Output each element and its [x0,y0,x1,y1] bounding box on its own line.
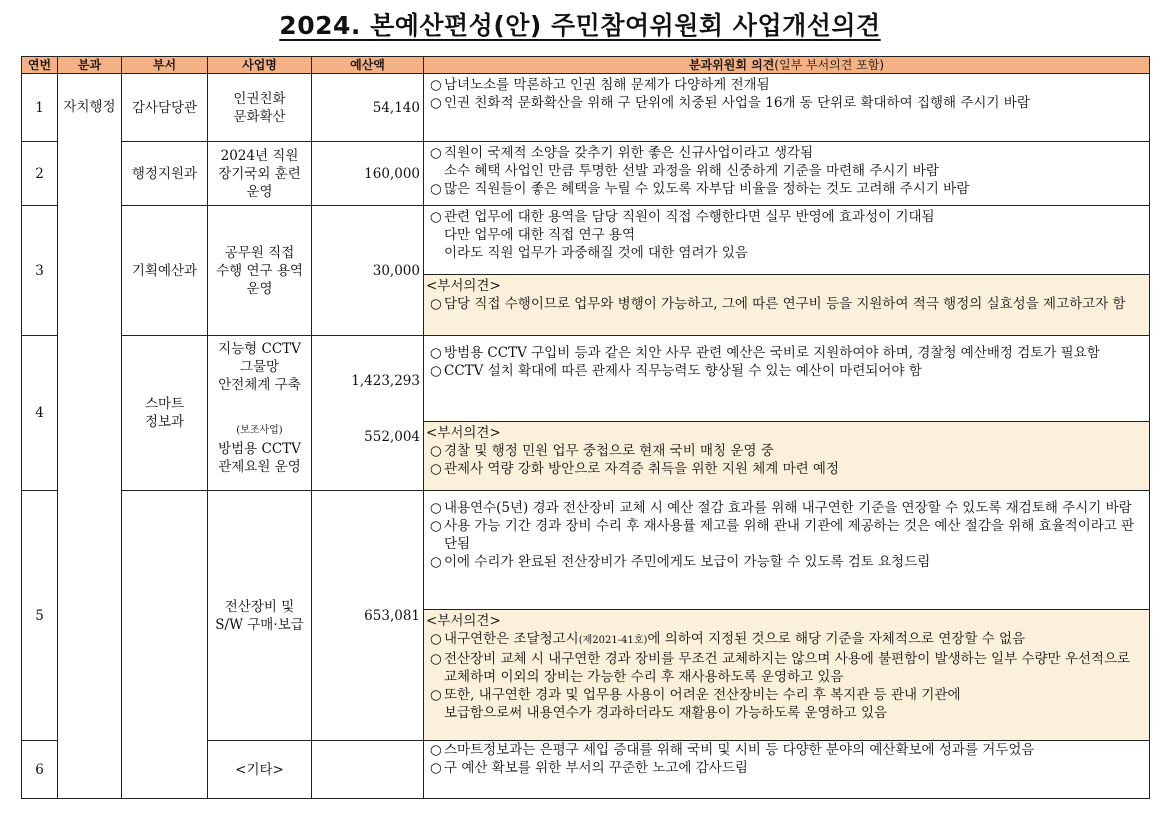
dept-opinion-item [426,295,1145,313]
row-no: 2 [22,142,58,206]
opinion-item [430,144,1145,180]
opinion-item [430,517,1145,553]
opinion-text: 관련 업무에 대한 용역을 담당 직원이 직접 수행한다면 실무 반영에 효과성이 기대됨 다만 업무에 대한 직접 연구 용역 이라도 직원 업무가 과중해질 것에 대한 염려가 있음 [444,209,935,261]
bullet-icon: ○ [430,77,442,93]
header-budget: 예산액 [312,57,424,74]
opinion-cell [424,74,1150,142]
header-dept: 부서 [122,57,208,74]
bullet-icon: ○ [430,687,442,703]
page-title-text: 2024. 본예산편성(안) 주민참여위원회 사업개선의견 [279,11,881,40]
opinion-text: 사용 가능 기간 경과 장비 수리 후 재사용률 제고를 위해 관내 기관에 제공하는 것은 예산 절감을 위해 효율적이라고 판단됨 [444,518,1135,552]
opinion-item [430,94,1145,112]
budget-cell: 653,081 [312,491,424,741]
dept-opinion-item [426,630,1145,650]
header-no: 연번 [22,57,58,74]
table-row [22,491,1150,610]
dept-cell: 기획예산과 [122,206,208,336]
dept-cell: 스마트 정보과 [122,336,208,491]
dept-opinion-label: <부서의견> [426,278,501,294]
opinion-cell [424,336,1150,422]
opinion-cell [424,741,1150,799]
header-opinion-main: 분과위원회 의견 [688,58,775,72]
opinion-item [430,76,1145,94]
row-no: 1 [22,74,58,142]
budget-cell-sub: 552,004 [312,422,424,491]
budget-cell: 1,423,293 [312,336,424,422]
category-label: 자치행정 [63,99,116,115]
budget-cell [312,741,424,799]
table-row [22,74,1150,142]
opinion-cell [424,491,1150,610]
bullet-icon: ○ [430,209,442,225]
bullet-icon: ○ [430,651,442,667]
project-cell: 2024년 직원 장기국외 훈련 운영 [208,142,312,206]
dept-opinion-item [426,442,1145,460]
dept-opinion-cell [424,422,1150,491]
header-opinion [424,57,1150,74]
row-no: 6 [22,741,58,799]
dept-opinion-item [426,686,1145,722]
opinion-text: 많은 직원들이 좋은 혜택을 누릴 수 있도록 자부담 비율을 정하는 것도 고려해 주시기 바람 [444,181,970,197]
dept-opinion-text [444,630,1025,650]
opinion-text: 인권 친화적 문화확산을 위해 구 단위에 치중된 사업을 16개 동 단위로 확대하여 집행해 주시기 바람 [444,95,1030,111]
row-no: 4 [22,336,58,491]
opinion-cell [424,206,1150,275]
opinion-item [430,208,1145,262]
opinion-item [430,362,1145,380]
bullet-icon: ○ [430,742,442,758]
dept-opinion-text: 또한, 내구연한 경과 및 업무용 사용이 어려운 전산장비는 수리 후 복지관 등 관내 기관에 보급함으로써 내용연수가 경과하더라도 재활용이 가능하도록 운영하고 있음 [444,687,961,721]
opinion-text: 방범용 CCTV 구입비 등과 같은 치안 사무 관련 예산은 국비로 지원하여야 하며, 경찰청 예산배정 검토가 필요함 [444,345,1100,361]
dept-opinion-label: <부서의견> [426,425,501,441]
bullet-icon: ○ [430,500,442,516]
decree-number: (제2021-41호) [578,635,648,646]
bullet-icon: ○ [430,461,442,477]
dept-opinion-text: 관제사 역량 강화 방안으로 자격증 취득을 위한 지원 체계 마련 예정 [444,461,840,477]
table-row [22,142,1150,206]
bullet-icon: ○ [430,296,442,312]
row-no: 3 [22,206,58,336]
project-cell: 공무원 직접 수행 연구 용역 운영 [208,206,312,336]
dept-opinion-item [426,650,1145,686]
project-cell-sub [208,422,312,491]
header-category: 분과 [58,57,122,74]
bullet-icon: ○ [430,363,442,379]
project-sub-name: 방범용 CCTV 관제요원 운영 [218,440,301,475]
opinion-item [430,741,1145,759]
bullet-icon: ○ [430,345,442,361]
bullet-icon: ○ [430,443,442,459]
project-cell: 전산장비 및 S/W 구매·보급 [208,491,312,741]
dept-opinion-label: <부서의견> [426,613,501,629]
opinion-cell [424,142,1150,206]
dept-opinion-text-a: 내구연한은 조달청고시 [444,631,579,647]
opinion-text: 구 예산 확보를 위한 부서의 꾸준한 노고에 감사드림 [444,760,748,776]
opinion-item [430,499,1145,517]
budget-cell: 160,000 [312,142,424,206]
row-no: 5 [22,491,58,741]
opinion-text: 내용연수(5년) 경과 전산장비 교체 시 예산 절감 효과를 위해 내구연한 기준을 연장할 수 있도록 재검토해 주시기 바람 [444,500,1132,516]
project-cell: 인권친화 문화확산 [208,74,312,142]
dept-cell [122,491,208,799]
category-cell [58,74,122,799]
bullet-icon: ○ [430,145,442,161]
table-header-row [22,57,1150,74]
project-sub-prefix: (보조사업) [236,424,283,436]
opinion-item [430,344,1145,362]
dept-opinion-text: 담당 직접 수행이므로 업무와 병행이 가능하고, 그에 따른 연구비 등을 지원하여 적극 행정의 실효성을 제고하고자 함 [444,296,1126,312]
budget-cell: 30,000 [312,206,424,336]
opinion-table [21,56,1150,799]
project-cell: 지능형 CCTV 그물망 안전체계 구축 [208,336,312,422]
dept-opinion-text-b: 에 의하여 지정된 것으로 해당 기준을 자체적으로 연장할 수 없음 [647,631,1026,647]
opinion-text: 이에 수리가 완료된 전산장비가 주민에게도 보급이 가능할 수 있도록 검토 요청드림 [444,554,931,570]
opinion-item [430,759,1145,777]
bullet-icon: ○ [430,181,442,197]
header-project: 사업명 [208,57,312,74]
bullet-icon: ○ [430,518,442,534]
project-cell: <기타> [208,741,312,799]
opinion-item [430,553,1145,571]
dept-opinion-cell [424,610,1150,741]
dept-opinion-text: 전산장비 교체 시 내구연한 경과 장비를 무조건 교체하지는 않으며 사용에 불편함이 발생하는 일부 수량만 우선적으로 교체하며 이외의 장비는 가능한 수리 후 재사용하도록 운영하고 있음 [444,651,1131,685]
dept-opinion-cell [424,275,1150,336]
bullet-icon: ○ [430,760,442,776]
opinion-text: 스마트정보과는 은평구 세입 증대를 위해 국비 및 시비 등 다양한 분야의 예산확보에 성과를 거두었음 [444,742,1035,758]
opinion-text: 직원이 국제적 소양을 갖추기 위한 좋은 신규사업이라고 생각됨 소수 혜택 사업인 만큼 투명한 선발 과정을 위해 신중하게 기준을 마련해 주시기 바람 [444,145,939,179]
dept-opinion-text: 경찰 및 행정 민원 업무 중첩으로 현재 국비 매칭 운영 중 [444,443,774,459]
opinion-text: CCTV 설치 확대에 따른 관제사 직무능력도 향상될 수 있는 예산이 마련되어야 함 [444,363,922,379]
bullet-icon: ○ [430,554,442,570]
dept-cell: 행정지원과 [122,142,208,206]
opinion-item [430,180,1145,198]
table-row [22,336,1150,422]
header-opinion-sub: (일부 부서의견 포함) [774,58,885,72]
dept-opinion-item [426,460,1145,478]
table-row [22,206,1150,275]
opinion-text: 남녀노소를 막론하고 인권 침해 문제가 다양하게 전개됨 [444,77,770,93]
budget-cell: 54,140 [312,74,424,142]
dept-cell: 감사담당관 [122,74,208,142]
page-title [0,6,1160,42]
bullet-icon: ○ [430,631,442,647]
bullet-icon: ○ [430,95,442,111]
